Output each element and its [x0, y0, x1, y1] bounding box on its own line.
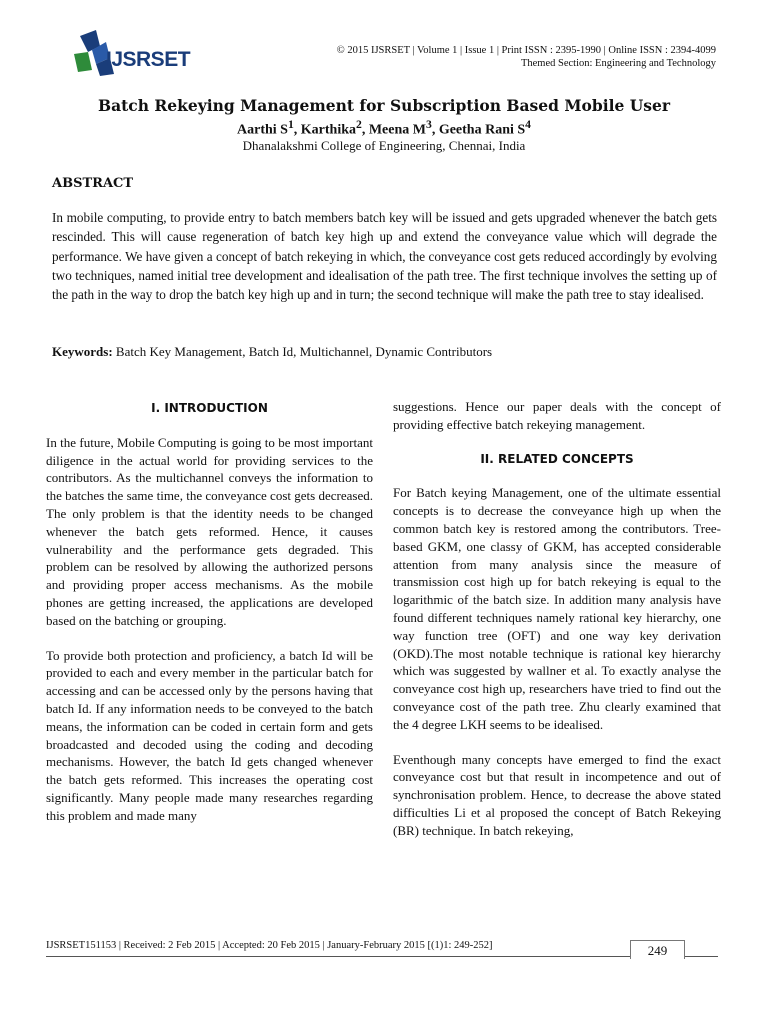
themed-section: Themed Section: Engineering and Technology: [520, 58, 716, 69]
paragraph: To provide both protection and proficiency, a batch Id will be provided to each and every member in the particular batch for accessing and can be accessed only by the persons having that batch Id. If any information needs to be conveyed to the batch means, the information can be coded in certain form and gets broadcasted and decoded using the coding and decoding mechanisms. However, the batch Id gets changed whenever the batch gets reformed. This increases the operating cost significantly. Many people made many researches regarding this problem and made many: [46, 647, 373, 823]
keywords: [52, 344, 717, 360]
keywords-list: Batch Key Management, Batch Id, Multichannel, Dynamic Contributors: [115, 344, 493, 359]
author-sup: 1: [287, 118, 294, 131]
author-name: Aarthi S: [237, 122, 288, 138]
author-name: Geetha Rani S: [438, 122, 526, 138]
paper-affiliation: Dhanalakshmi College of Engineering, Chennai, India: [242, 138, 526, 153]
page-number: 249: [630, 940, 685, 959]
journal-header-info: [337, 44, 716, 70]
footer-info: IJSRSET151153 | Received: 2 Feb 2015 | Accepted: 20 Feb 2015 | January-February 2015 [(1)1: 249-252]: [46, 940, 493, 951]
keywords-label: Keywords:: [52, 344, 113, 359]
paragraph: For Batch keying Management, one of the ultimate essential concepts is to decrease the conveyance high up when the common batch key is restored among the contributors. Tree-based GKM, one classy of GKM, has accepted considerable attention from many analysis since the measure of transmission cost high up for batch rekeying is equal to the logarithmic of the batch size. In addition many analysis have found different techniques namely rational key hierarchy, one way function tree (OFT) and one way key derivation (OKD).The most notable technique is rational key hierarchy which was suggested by wallner et al. To exactly analyse the conveyance cost high up, researchers have tried to find out the conveyance cost of the path tree. Zhu clearly examined that the 4 degree LKH seems to be idealised.: [393, 485, 721, 732]
author-name: Karthika: [300, 122, 357, 138]
abstract-body: In mobile computing, to provide entry to batch members batch key will be issued and gets upgraded whenever the batch gets rescinded. This will cause regeneration of batch key high up and extend the conveyance value which will degrade the performance. We have given a concept of batch rekeying in which, the conveyance cost gets reduced accordingly by evolving two techniques, named initial tree development and idealisation of the path tree. The first technique involves the setting up of the path in the way to drop the batch key high up and in turn; the second technique will make the path tree to stay idealised.: [52, 210, 717, 303]
right-column: [393, 398, 721, 857]
section-heading-related-concepts: II. RELATED CONCEPTS: [480, 451, 634, 466]
author-name: Meena M: [368, 122, 426, 138]
paragraph: Eventhough many concepts have emerged to find the exact conveyance cost but that result in incompetence and out of synchronisation problem. Hence, to decrease the above stated difficulties Li et al proposed the concept of Batch Rekeying (BR) technique. In batch rekeying,: [393, 751, 721, 838]
footer-divider: [46, 956, 718, 957]
abstract-heading: ABSTRACT: [52, 176, 134, 191]
paragraph: In the future, Mobile Computing is going to be most important diligence in the actual world for providing services to the contributors. As the multichannel conveys the information to the batches the same time, the conveyance cost gets decreased. The only problem is that the identity needs to be changed whenever the batch gets reformed. Hence, it causes vulnerability and the performance gets degraded. This problem can be resolved by allowing the authorized persons and providing proper access mechanisms. As the mobile phones are getting increased, the applications are developed based on the batching or grouping.: [46, 434, 373, 628]
journal-logo: [70, 28, 200, 78]
author-sup: 4: [525, 118, 531, 131]
journal-issn-line: © 2015 IJSRSET | Volume 1 | Issue 1 | Print ISSN : 2395-1990 | Online ISSN : 2394-4099: [336, 45, 716, 56]
paragraph: suggestions. Hence our paper deals with the concept of providing effective batch rekeying management.: [393, 399, 721, 432]
author-sup: 3: [426, 118, 432, 131]
paper-authors: Aarthi $S^1$, Karthika$^2$, Meena $M^3$, Geetha Rani $S^4$: [237, 118, 531, 138]
paper-title: Batch Rekeying Management for Subscription Based Mobile User: [97, 96, 671, 115]
logo-text: IJSRSET: [106, 48, 191, 71]
author-sup: 2: [356, 118, 362, 131]
section-heading-introduction: I. INTRODUCTION: [151, 401, 268, 415]
left-column: [46, 400, 373, 842]
